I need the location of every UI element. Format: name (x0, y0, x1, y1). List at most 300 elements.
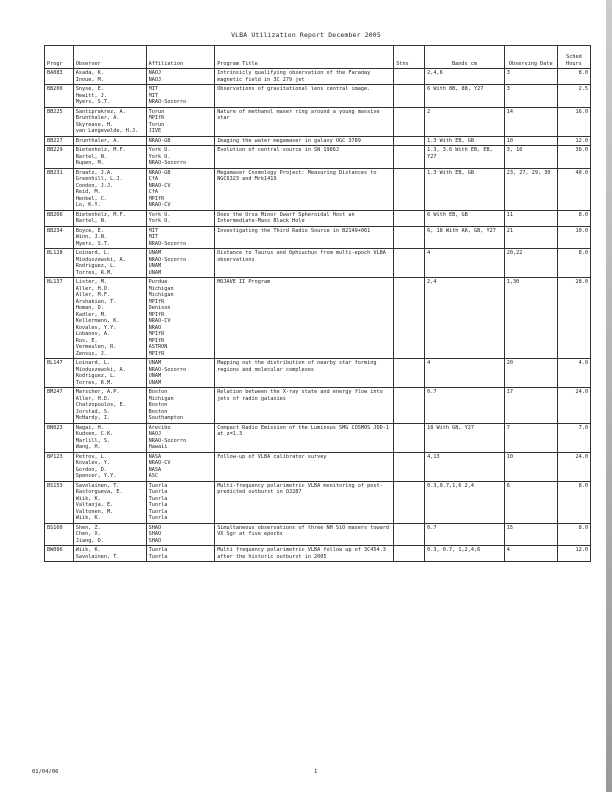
affiliation-name: NRAO-Socorro (148, 366, 187, 373)
affiliation-cell (146, 388, 215, 424)
observer-name: Brunthaler, A. (75, 115, 120, 121)
observing-dates: 15 (504, 523, 557, 546)
program-title: Distance to Taurus and Ophiuchus from multi-epoch VLBA observations (215, 249, 394, 278)
stations-cell (394, 69, 425, 85)
affiliation-name: MPIfR (148, 298, 165, 305)
observing-dates: 14 (504, 107, 557, 136)
program-code: BB227 (45, 136, 74, 146)
program-title: Multi frequency polarimetric VLBA follow up of 3C454.3 after the historic outburst in 2005 (215, 546, 394, 562)
affiliation-name: MPIfR (148, 115, 165, 121)
table-row (45, 136, 591, 146)
bands-cell: 0.3,0.7,1,6 2,4 (425, 481, 505, 523)
observing-dates: 11 (504, 210, 557, 226)
observer-name: Wiik, K. (75, 547, 101, 553)
observer-name: Rastorgueva, E. (75, 489, 123, 495)
affiliation-name: MPIfR (148, 331, 165, 337)
bands-cell: 1.3 With EB, GB (425, 168, 505, 210)
observer-name: Reid, M. (75, 189, 101, 195)
observer-name: Savolainen, T. (75, 553, 120, 560)
affiliation-name: NRAO-GB (148, 169, 171, 176)
table-row (45, 278, 591, 359)
affiliation-name: NASA (148, 466, 162, 473)
affiliation-name: NAOJ (148, 431, 162, 437)
observer-name: Greenhill, L.J. (75, 176, 123, 182)
observer-name: Kudsen, C.K. (75, 431, 114, 437)
table-row (45, 388, 591, 424)
observer-name: van Langevelde, H.J. (75, 128, 139, 134)
observer-name: Santiprakrez, A. (75, 108, 126, 115)
bands-cell: 4 (425, 249, 505, 278)
affiliation-cell (146, 481, 215, 523)
observer-name: Kellermann, K. (75, 318, 120, 324)
observer-cell (73, 107, 146, 136)
table-row (45, 226, 591, 249)
utilization-table (44, 45, 591, 562)
affiliation-name: York U. (148, 211, 171, 218)
observer-name: Ros, E. (75, 337, 98, 344)
observing-dates: 6 (504, 481, 557, 523)
header-prog: Progr (45, 46, 74, 69)
affiliation-name: NASA (148, 453, 162, 460)
observer-cell (73, 249, 146, 278)
scan-edge (606, 0, 612, 792)
observing-dates: 4 (504, 546, 557, 562)
program-title: Evolution of central source in SN 1986J (215, 146, 394, 169)
affiliation-name: Michigan (148, 285, 174, 292)
observer-name: Petrov, L. (75, 453, 107, 460)
observer-cell (73, 168, 146, 210)
bands-cell: 1.3 With EB, GB (425, 136, 505, 146)
program-title: Megamaser Cosmology Project: Measuring Distances to NGC6323 and Mrk1419 (215, 168, 394, 210)
program-code: BS160 (45, 523, 74, 546)
observer-cell (73, 146, 146, 169)
stations-cell (394, 388, 425, 424)
affiliation-name: Tuorla (148, 515, 168, 521)
stations-cell (394, 452, 425, 481)
observer-cell (73, 388, 146, 424)
program-code: BL137 (45, 278, 74, 359)
observing-dates: 1,30 (504, 278, 557, 359)
affiliation-name: MIT (148, 86, 159, 92)
bands-cell: 1.3, 3.6 With EB, EB, Y27 (425, 146, 505, 169)
observing-dates: 20,22 (504, 249, 557, 278)
affiliation-cell (146, 452, 215, 481)
observer-name: Mioduszewski, A. (75, 366, 126, 373)
affiliation-name: Torun (148, 121, 165, 128)
affiliation-name: Michigan (148, 395, 174, 402)
table-row (45, 523, 591, 546)
observer-cell (73, 481, 146, 523)
observing-dates: 10 (504, 452, 557, 481)
affiliation-cell (146, 210, 215, 226)
scheduled-hours: 24.0 (557, 388, 590, 424)
table-row (45, 168, 591, 210)
program-code: BB200 (45, 85, 74, 108)
observer-name: Torres, R.M. (75, 269, 114, 276)
header-row (45, 46, 591, 69)
scheduled-hours: 8.0 (557, 249, 590, 278)
observer-name: Myers, S.T. (75, 240, 111, 247)
observer-name: Rodriguez, L. (75, 263, 117, 269)
scheduled-hours: 28.0 (557, 278, 590, 359)
affiliation-name: UNAM (148, 360, 162, 366)
observer-name: Kadler, M. (75, 311, 107, 318)
header-affiliation: Affiliation (146, 46, 215, 69)
scheduled-hours: 2.5 (557, 85, 590, 108)
observer-name: Marscher, A.P. (75, 389, 120, 395)
affiliation-name: Boston (148, 389, 168, 395)
affiliation-name: JIVE (148, 128, 162, 134)
affiliation-name: Tuorla (148, 502, 168, 508)
scheduled-hours: 8.0 (557, 523, 590, 546)
scheduled-hours: 8.0 (557, 210, 590, 226)
stations-cell (394, 85, 425, 108)
program-title: Observations of gravitational lens central image. (215, 85, 394, 108)
stations-cell (394, 107, 425, 136)
scheduled-hours: 10.0 (557, 226, 590, 249)
table-row (45, 481, 591, 523)
observer-name: Lister, M. (75, 279, 107, 285)
observer-name: Valtaoja, E. (75, 502, 114, 508)
observer-name: Boyce, E. (75, 227, 104, 234)
table-row (45, 546, 591, 562)
program-title: Intrinsicly qualifying observation of the Faraday magnetic field in 3C 279 jet (215, 69, 394, 85)
observer-name: Snyse, E. (75, 86, 104, 92)
observer-name: Valtonen, M. (75, 508, 114, 515)
table-row (45, 210, 591, 226)
scheduled-hours: 7.0 (557, 423, 590, 452)
affiliation-name: NRAO-Socorro (148, 99, 187, 105)
table-row (45, 69, 591, 85)
affiliation-name: NAOJ (148, 76, 162, 83)
observer-name: Chatzopoulos, E. (75, 402, 126, 408)
observer-name: Brunthaler, A. (75, 137, 120, 144)
program-code: BB231 (45, 168, 74, 210)
affiliation-cell (146, 423, 215, 452)
scheduled-hours: 8.0 (557, 69, 590, 85)
observing-dates: 17 (504, 388, 557, 424)
affiliation-name: Tuorla (148, 489, 168, 495)
observer-cell (73, 546, 146, 562)
program-title: Does the Ursa Minor Dwarf Spheroidal Host an Intermediate-Mass Black Hole (215, 210, 394, 226)
observer-cell (73, 85, 146, 108)
observing-dates: 3 (504, 69, 557, 85)
observing-dates: 23, 27, 29, 30 (504, 168, 557, 210)
program-title: Multi-frequency polarimetric VLBA monitoring of post-predicted outburst in OJ287 (215, 481, 394, 523)
observer-cell (73, 423, 146, 452)
affiliation-name: Hawaii (148, 444, 168, 450)
affiliation-name: Michigan (148, 292, 174, 298)
observing-dates: 21 (504, 226, 557, 249)
affiliation-name: NRAO-GB (148, 137, 171, 144)
stations-cell (394, 210, 425, 226)
table-row (45, 423, 591, 452)
observer-cell (73, 136, 146, 146)
affiliation-name: MIT (148, 234, 159, 240)
header-title: Program Title (215, 46, 394, 69)
header-hours: Sched Hours (557, 46, 590, 69)
observer-name: Arshakian, T. (75, 298, 117, 305)
observer-name: Braatz, J.A. (75, 169, 114, 176)
bands-cell: 18 With GB, Y27 (425, 423, 505, 452)
observer-name: McHardy, I. (75, 415, 111, 421)
affiliation-cell (146, 546, 215, 562)
observer-name: Bietenholz, M.F. (75, 211, 126, 218)
affiliation-name: Tuorla (148, 508, 168, 515)
stations-cell (394, 481, 425, 523)
program-code: BA083 (45, 69, 74, 85)
header-observer: Observer (73, 46, 146, 69)
stations-cell (394, 278, 425, 359)
affiliation-cell (146, 136, 215, 146)
observer-name: Myers, S.T. (75, 99, 111, 105)
program-code: BB225 (45, 107, 74, 136)
observer-cell (73, 69, 146, 85)
observer-name: Torres, R.M. (75, 379, 114, 386)
stations-cell (394, 146, 425, 169)
table-row (45, 85, 591, 108)
affiliation-cell (146, 69, 215, 85)
affiliation-name: Boston (148, 408, 168, 415)
bands-cell: 6 With 8B, 88, Y27 (425, 85, 505, 108)
affiliation-name: UNAM (148, 263, 162, 269)
report-title: VLBA Utilization Report December 2005 (231, 31, 381, 39)
program-title: Investigating the Third Radio Source in B2149+061 (215, 226, 394, 249)
affiliation-cell (146, 85, 215, 108)
observer-cell (73, 523, 146, 546)
program-title: Mapping out the distribution of nearby star forming regions and molecular complexes (215, 359, 394, 388)
observer-name: Bartel, N. (75, 218, 107, 224)
observer-name: Henkel, C. (75, 195, 107, 202)
affiliation-name: NRAO-CV (148, 202, 171, 208)
affiliation-name: MIT (148, 92, 159, 99)
affiliation-name: UNAM (148, 379, 162, 386)
program-code: BL128 (45, 249, 74, 278)
scheduled-hours: 12.0 (557, 136, 590, 146)
program-title: Compact Radio Emission of the Luminous SMG COSMOS JOD-1 at z=1.3 (215, 423, 394, 452)
observer-name: Rodriguez, L. (75, 373, 117, 379)
bands-cell: 4,13 (425, 452, 505, 481)
affiliation-name: Purdue (148, 279, 168, 285)
observing-dates: 3 (504, 85, 557, 108)
scheduled-hours: 40.0 (557, 168, 590, 210)
observer-cell (73, 278, 146, 359)
observer-name: Shen, Z. (75, 524, 101, 531)
stations-cell (394, 523, 425, 546)
affiliation-name: Denison (148, 305, 171, 311)
observer-name: Skyrease, H. (75, 121, 114, 128)
affiliation-name: NRAO-Socorro (148, 160, 187, 166)
observer-cell (73, 210, 146, 226)
program-title: Follow-up of VLBA calibrator survey (215, 452, 394, 481)
program-title: Nature of methanol maser ring around a young massive star (215, 107, 394, 136)
observer-name: Kovalev, Y. (75, 460, 111, 466)
program-title: Imaging the water megamaser in galaxy UGC 3789 (215, 136, 394, 146)
observer-name: Hewitt, J. (75, 92, 107, 99)
bands-cell: 0.7 (425, 388, 505, 424)
affiliation-name: Boston (148, 402, 168, 408)
bands-cell: 2,4 (425, 278, 505, 359)
observer-name: Bartel, N. (75, 153, 107, 160)
affiliation-name: MIT (148, 227, 159, 234)
affiliation-name: MPIfR (148, 311, 165, 318)
affiliation-cell (146, 226, 215, 249)
scheduled-hours: 8.0 (557, 481, 590, 523)
affiliation-name: SHAO (148, 531, 162, 537)
affiliation-cell (146, 168, 215, 210)
affiliation-name: NRAO (148, 324, 162, 331)
program-code: BN023 (45, 423, 74, 452)
observer-name: Gordon, D. (75, 466, 107, 473)
affiliation-name: UNAM (148, 269, 162, 276)
observer-name: Asada, K. (75, 70, 104, 76)
observer-name: Marlill, S. (75, 437, 111, 444)
observer-name: Nagai, H. (75, 424, 104, 431)
observer-name: Wiik, K. (75, 515, 101, 521)
affiliation-name: Tuorla (148, 495, 168, 502)
observer-name: Aller, H.D. (75, 285, 111, 292)
observer-name: Mioduszewski, A. (75, 256, 126, 263)
affiliation-name: CfA (148, 176, 159, 182)
table-row (45, 359, 591, 388)
program-code: BB234 (45, 226, 74, 249)
header-dates: Observing Date (504, 46, 557, 69)
observing-dates: 3, 10 (504, 146, 557, 169)
affiliation-name: Tuorla (148, 547, 168, 553)
program-code: BB229 (45, 146, 74, 169)
affiliation-name: York U. (148, 147, 171, 153)
observer-cell (73, 452, 146, 481)
observer-name: Chen, X. (75, 531, 101, 537)
affiliation-cell (146, 359, 215, 388)
stations-cell (394, 546, 425, 562)
scheduled-hours: 4.0 (557, 359, 590, 388)
affiliation-cell (146, 107, 215, 136)
footer-page-number: 1 (314, 769, 318, 775)
affiliation-name: NRAO-Socorro (148, 437, 187, 444)
observer-name: Loinard, L. (75, 360, 111, 366)
footer-date: 01/04/06 (32, 769, 59, 775)
observer-name: Condon, J.J. (75, 182, 114, 189)
table-row (45, 146, 591, 169)
observer-name: Wiik, K. (75, 495, 101, 502)
header-bands: Bands cm (425, 46, 505, 69)
scheduled-hours: 24.0 (557, 452, 590, 481)
affiliation-name: Tuorla (148, 482, 168, 489)
affiliation-name: NRAO-Socorro (148, 256, 187, 263)
bands-cell: 4 (425, 359, 505, 388)
bands-cell: 6 With EB, GB (425, 210, 505, 226)
program-code: BS153 (45, 481, 74, 523)
affiliation-name: UNAM (148, 373, 162, 379)
affiliation-name: NAOJ (148, 70, 162, 76)
affiliation-name: York U. (148, 153, 171, 160)
program-title: Relation between the X-ray state and energy flow into jets of radio galaxies (215, 388, 394, 424)
observer-name: Bietenholz, M.F. (75, 147, 126, 153)
program-code: BW086 (45, 546, 74, 562)
table-row (45, 452, 591, 481)
affiliation-name: Southampton (148, 415, 184, 421)
affiliation-name: York U. (148, 218, 171, 224)
bands-cell: 6, 18 With AR, GB, Y27 (425, 226, 505, 249)
affiliation-name: Tuorla (148, 553, 168, 560)
affiliation-name: NRAO-CV (148, 318, 171, 324)
program-code: BM247 (45, 388, 74, 424)
affiliation-name: Torun (148, 108, 165, 115)
observing-dates: 7 (504, 423, 557, 452)
observer-name: Savolainen, T. (75, 482, 120, 489)
stations-cell (394, 136, 425, 146)
observer-name: Jorstad, S. (75, 408, 111, 415)
stations-cell (394, 168, 425, 210)
scheduled-hours: 12.0 (557, 546, 590, 562)
observer-name: Aller, M.F. (75, 292, 111, 298)
bands-cell: 2 (425, 107, 505, 136)
observer-cell (73, 226, 146, 249)
bands-cell: 0.7 (425, 523, 505, 546)
observer-name: Lobanov, A. (75, 331, 111, 337)
bands-cell: 0.3, 0.7, 1,2,4,6 (425, 546, 505, 562)
program-code: BB266 (45, 210, 74, 226)
affiliation-name: MPIfR (148, 337, 165, 344)
affiliation-name: SHAO (148, 524, 162, 531)
affiliation-name: NRAO-CV (148, 182, 171, 189)
scheduled-hours: 16.0 (557, 107, 590, 136)
observer-name: Spencer, Y.Y. (75, 473, 117, 479)
observer-name: Zensus, J. (75, 350, 107, 357)
observer-name: Vermeulen, R. (75, 344, 117, 350)
program-title: MOJAVE II Program (215, 278, 394, 359)
affiliation-name: Arecibo (148, 424, 171, 431)
stations-cell (394, 249, 425, 278)
observer-name: Kovalev, Y.Y. (75, 324, 117, 331)
program-code: BL147 (45, 359, 74, 388)
observer-cell (73, 359, 146, 388)
affiliation-cell (146, 146, 215, 169)
program-code: BP123 (45, 452, 74, 481)
affiliation-cell (146, 523, 215, 546)
observer-name: Rupen, M. (75, 160, 104, 166)
observing-dates: 20 (504, 359, 557, 388)
observer-name: Winn, J.N. (75, 234, 107, 240)
observer-name: Loinard, L. (75, 250, 111, 256)
scheduled-hours: 30.0 (557, 146, 590, 169)
stations-cell (394, 423, 425, 452)
observer-name: Inoue, M. (75, 76, 104, 83)
affiliation-name: MPIfR (148, 350, 165, 357)
program-title: Simultaneous observations of three NH SiO masers toward VX Sgr at five epochs (215, 523, 394, 546)
affiliation-name: UNAM (148, 250, 162, 256)
bands-cell: 2,4,6 (425, 69, 505, 85)
affiliation-name: MPIfR (148, 195, 165, 202)
affiliation-name: CfA (148, 189, 159, 195)
stations-cell (394, 226, 425, 249)
affiliation-name: NRAO-Socorro (148, 240, 187, 247)
affiliation-name: ASC (148, 473, 159, 479)
observer-name: Lo, K.Y. (75, 202, 101, 208)
observing-dates: 10 (504, 136, 557, 146)
affiliation-name: ASTRON (148, 344, 168, 350)
affiliation-cell (146, 249, 215, 278)
affiliation-cell (146, 278, 215, 359)
observer-name: Homan, D. (75, 305, 104, 311)
stations-cell (394, 359, 425, 388)
observer-name: Jiang, D. (75, 537, 104, 544)
observer-name: Aller, H.D. (75, 395, 111, 402)
affiliation-name: NRAO-CV (148, 460, 171, 466)
table-row (45, 249, 591, 278)
header-stns: Stns (394, 46, 425, 69)
